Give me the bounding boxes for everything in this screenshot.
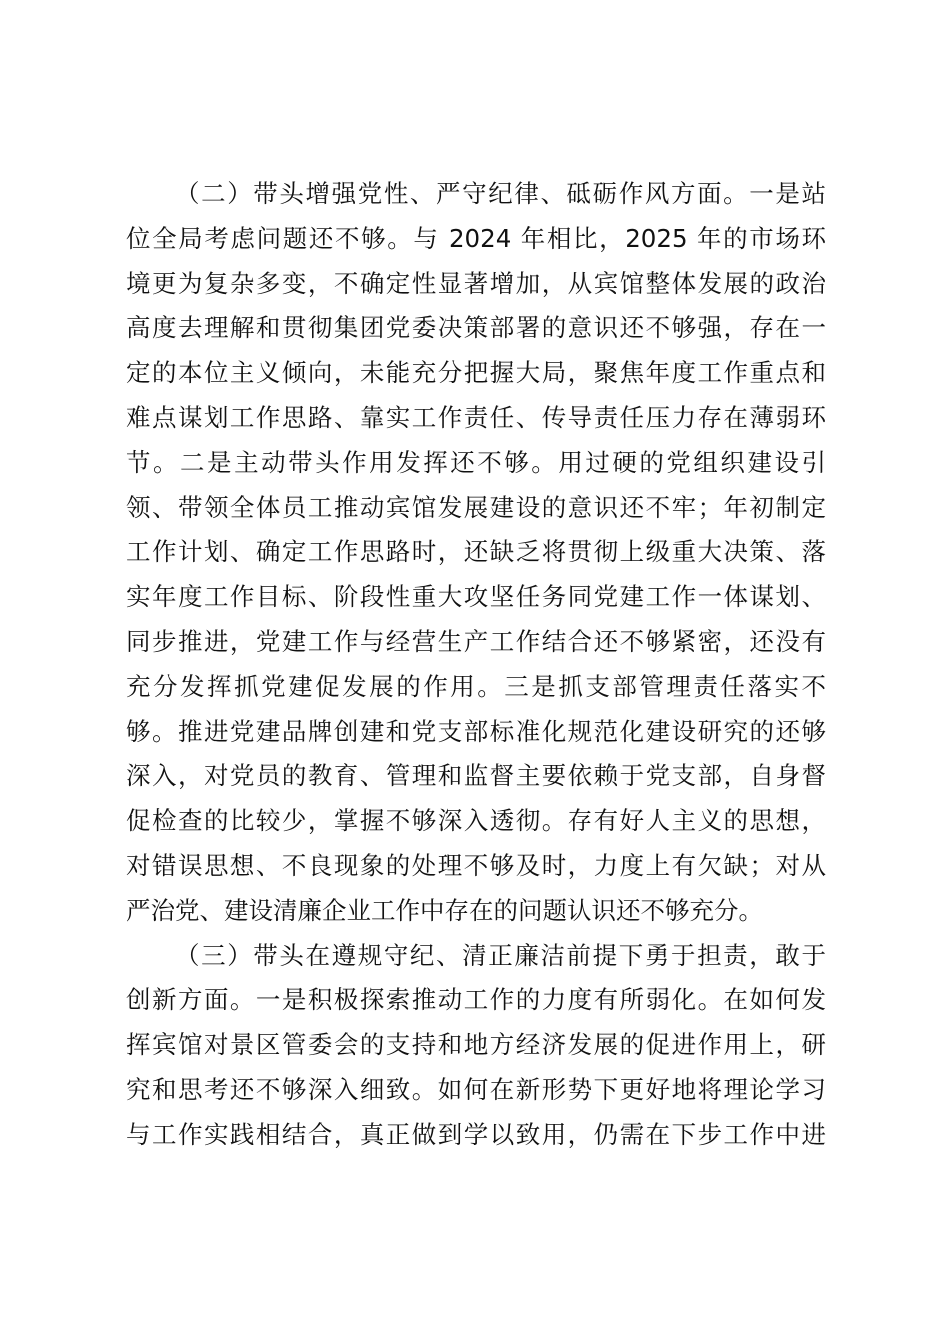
paragraph-line: 创新方面。一是积极探索推动工作的力度有所弱化。在如何发	[126, 985, 826, 1015]
paragraph-3	[126, 934, 826, 1158]
paragraph-line: 够。推进党建品牌创建和党支部标准化规范化建设研究的还够	[126, 716, 826, 746]
paragraph-line: 深入，对党员的教育、管理和监督主要依赖于党支部，自身督	[126, 761, 826, 791]
paragraph-line: 同步推进，党建工作与经营生产工作结合还不够紧密，还没有	[126, 626, 826, 656]
paragraph-line: 充分发挥抓党建促发展的作用。三是抓支部管理责任落实不	[126, 671, 826, 701]
paragraph-line: 严治党、建设清廉企业工作中存在的问题认识还不够充分。	[126, 895, 763, 925]
paragraph-line: 工作计划、确定工作思路时，还缺乏将贯彻上级重大决策、落	[126, 537, 826, 567]
paragraph-line: 与工作实践相结合，真正做到学以致用，仍需在下步工作中进	[126, 1119, 826, 1149]
paragraph-line: 位全局考虑问题还不够。与 2024 年相比，2025 年的市场环	[126, 223, 826, 253]
paragraph-line: 高度去理解和贯彻集团党委决策部署的意识还不够强，存在一	[126, 313, 826, 343]
paragraph-line: 究和思考还不够深入细致。如何在新形势下更好地将理论学习	[126, 1074, 826, 1104]
paragraph-line: 促检查的比较少，掌握不够深入透彻。存有好人主义的思想，	[126, 806, 826, 836]
paragraph-2	[126, 172, 826, 934]
paragraph-line: 对错误思想、不良现象的处理不够及时，力度上有欠缺；对从	[126, 850, 826, 880]
paragraph-line: 挥宾馆对景区管委会的支持和地方经济发展的促进作用上，研	[126, 1030, 826, 1060]
body-text	[126, 172, 826, 1158]
paragraph-line: （三）带头在遵规守纪、清正廉洁前提下勇于担责，敢于	[175, 940, 826, 970]
paragraph-line: 节。二是主动带头作用发挥还不够。用过硬的党组织建设引	[126, 447, 826, 477]
paragraph-line: 难点谋划工作思路、靠实工作责任、传导责任压力存在薄弱环	[126, 402, 826, 432]
paragraph-line: 领、带领全体员工推动宾馆发展建设的意识还不牢；年初制定	[126, 492, 826, 522]
paragraph-line: 实年度工作目标、阶段性重大攻坚任务同党建工作一体谋划、	[126, 582, 826, 612]
paragraph-line: 境更为复杂多变，不确定性显著增加，从宾馆整体发展的政治	[126, 268, 826, 298]
paragraph-line: 定的本位主义倾向，未能充分把握大局，聚焦年度工作重点和	[126, 358, 826, 388]
paragraph-line: （二）带头增强党性、严守纪律、砥砺作风方面。一是站	[175, 179, 826, 208]
